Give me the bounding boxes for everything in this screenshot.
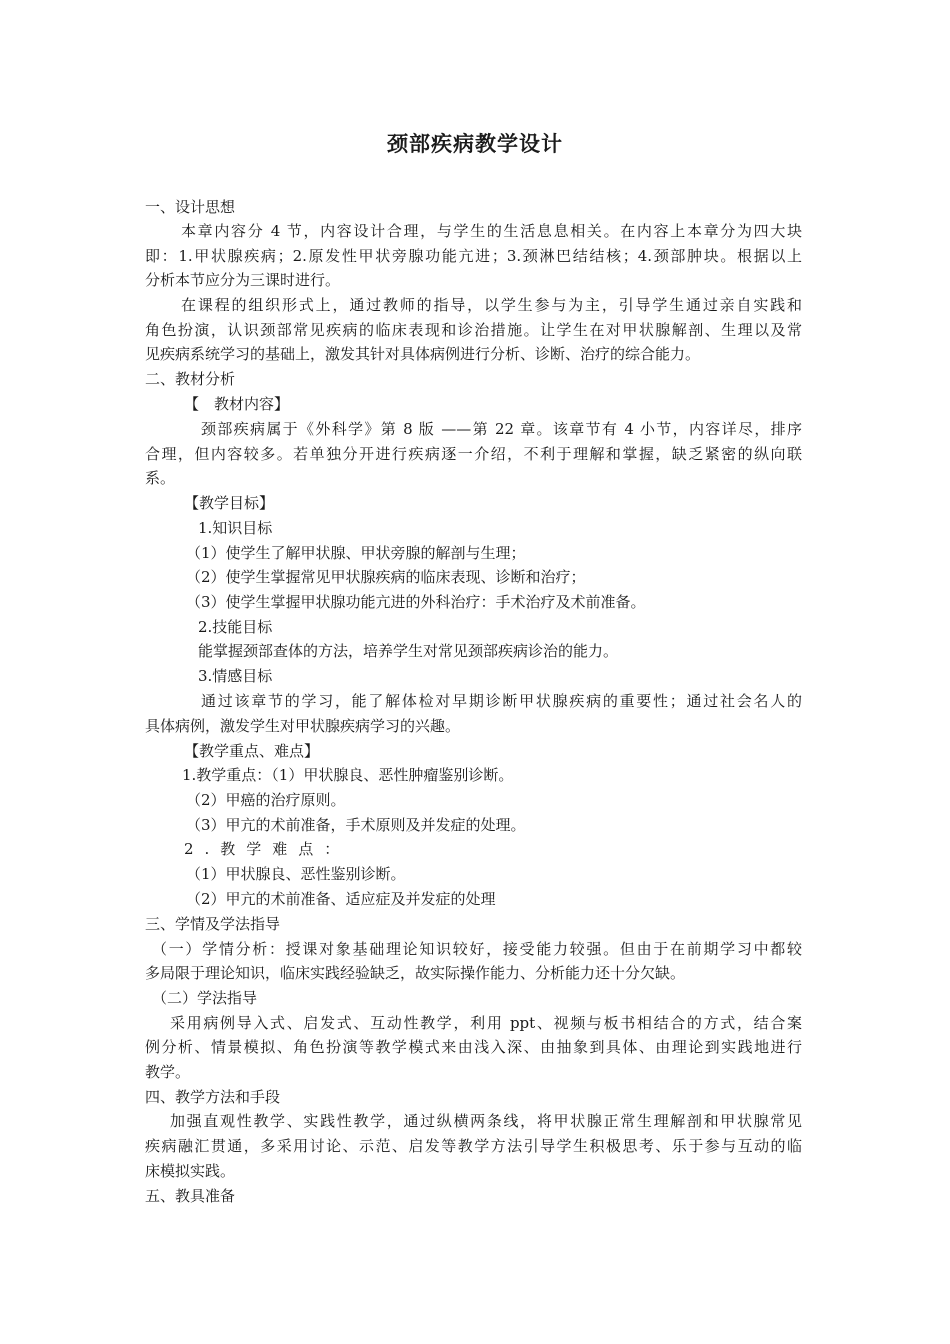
paragraph-line: 具体病例，激发学生对甲状腺疾病学习的兴趣。 (145, 717, 461, 735)
paragraph-line: 合理，但内容较多。若单独分开进行疾病逐一介绍，不利于理解和掌握，缺乏紧密的纵向联 (145, 445, 802, 463)
paragraph-line: 见疾病系统学习的基础上，激发其针对具体病例进行分析、诊断、治疗的综合能力。 (145, 345, 701, 363)
list-item: （2）使学生掌握常见甲状腺疾病的临床表现、诊断和治疗； (186, 568, 586, 586)
section-heading-learning-guidance: 三、学情及学法指导 (145, 915, 281, 933)
paragraph-line: （一）学情分析：授课对象基础理论知识较好，接受能力较强。但由于在前期学习中都较 (152, 940, 802, 958)
list-item: 1.教学重点：（1）甲状腺良、恶性肿瘤鉴别诊断。 (182, 766, 514, 784)
section-heading-design-idea: 一、设计思想 (145, 198, 236, 216)
paragraph-line: 疾病融汇贯通，多采用讨论、示范、启发等教学方法引导学生积极思考、乐于参与互动的临 (145, 1137, 802, 1155)
paragraph-line: 分析本节应分为三课时进行。 (145, 271, 341, 289)
section-heading-textbook-analysis: 二、教材分析 (145, 370, 236, 388)
paragraph-line: 能掌握颈部查体的方法，培养学生对常见颈部疾病诊治的能力。 (198, 642, 619, 660)
paragraph-line: 例分析、情景模拟、角色扮演等教学模式来由浅入深、由抽象到具体、由理论到实践地进行 (145, 1038, 802, 1056)
paragraph-line: 加强直观性教学、实践性教学，通过纵横两条线，将甲状腺正常生理解剖和甲状腺常见 (170, 1112, 802, 1130)
subheading-learning-method: （二）学法指导 (152, 989, 258, 1007)
list-item: （3）使学生掌握甲状腺功能亢进的外科治疗：手术治疗及术前准备。 (186, 593, 646, 611)
paragraph-line: 采用病例导入式、启发式、互动性教学，利用 ppt、视频与板书相结合的方式，结合案 (170, 1014, 802, 1032)
list-item: （2）甲亢的术前准备、适应症及并发症的处理 (186, 890, 496, 908)
document-title: 颈部疾病教学设计 (387, 131, 563, 156)
paragraph-line: 多局限于理论知识，临床实践经验缺乏，故实际操作能力、分析能力还十分欠缺。 (145, 964, 686, 982)
paragraph-line: 即：1.甲状腺疾病；2.原发性甲状旁腺功能亢进；3.颈淋巴结结核；4.颈部肿块。根据以上 (145, 247, 802, 265)
section-heading-teaching-methods: 四、教学方法和手段 (145, 1088, 281, 1106)
paragraph-line: 通过该章节的学习，能了解体检对早期诊断甲状腺疾病的重要性；通过社会名人的 (201, 692, 802, 710)
list-item: （1）甲状腺良、恶性鉴别诊断。 (186, 865, 406, 883)
goal-heading-knowledge: 1.知识目标 (198, 519, 273, 537)
goal-heading-emotion: 3.情感目标 (198, 667, 273, 685)
list-item: （3）甲亢的术前准备，手术原则及并发症的处理。 (186, 816, 526, 834)
section-heading-teaching-aids: 五、教具准备 (145, 1187, 236, 1205)
paragraph-line: 系。 (145, 469, 176, 487)
subheading-textbook-content: 【 教材内容】 (184, 395, 290, 413)
paragraph-line: 本章内容分 4 节，内容设计合理，与学生的生活息息相关。在内容上本章分为四大块 (181, 222, 802, 240)
paragraph-line: 颈部疾病属于《外科学》第 8 版 ——第 22 章。该章节有 4 小节，内容详尽，排序 (201, 420, 802, 438)
paragraph-line: 教学。 (145, 1063, 191, 1081)
list-item: （1）使学生了解甲状腺、甲状旁腺的解剖与生理； (186, 544, 526, 562)
goal-heading-skills: 2.技能目标 (198, 618, 273, 636)
subheading-teaching-goals: 【教学目标】 (184, 494, 275, 512)
paragraph-line: 在课程的组织形式上，通过教师的指导，以学生参与为主，引导学生通过亲自实践和 (181, 296, 802, 314)
list-item: 2.教学难点： (184, 840, 351, 858)
list-item: （2）甲癌的治疗原则。 (186, 791, 346, 809)
paragraph-line: 角色扮演，认识颈部常见疾病的临床表现和诊治措施。让学生在对甲状腺解剖、生理以及常 (145, 321, 802, 339)
paragraph-line: 床模拟实践。 (145, 1162, 236, 1180)
subheading-key-points: 【教学重点、难点】 (184, 742, 320, 760)
